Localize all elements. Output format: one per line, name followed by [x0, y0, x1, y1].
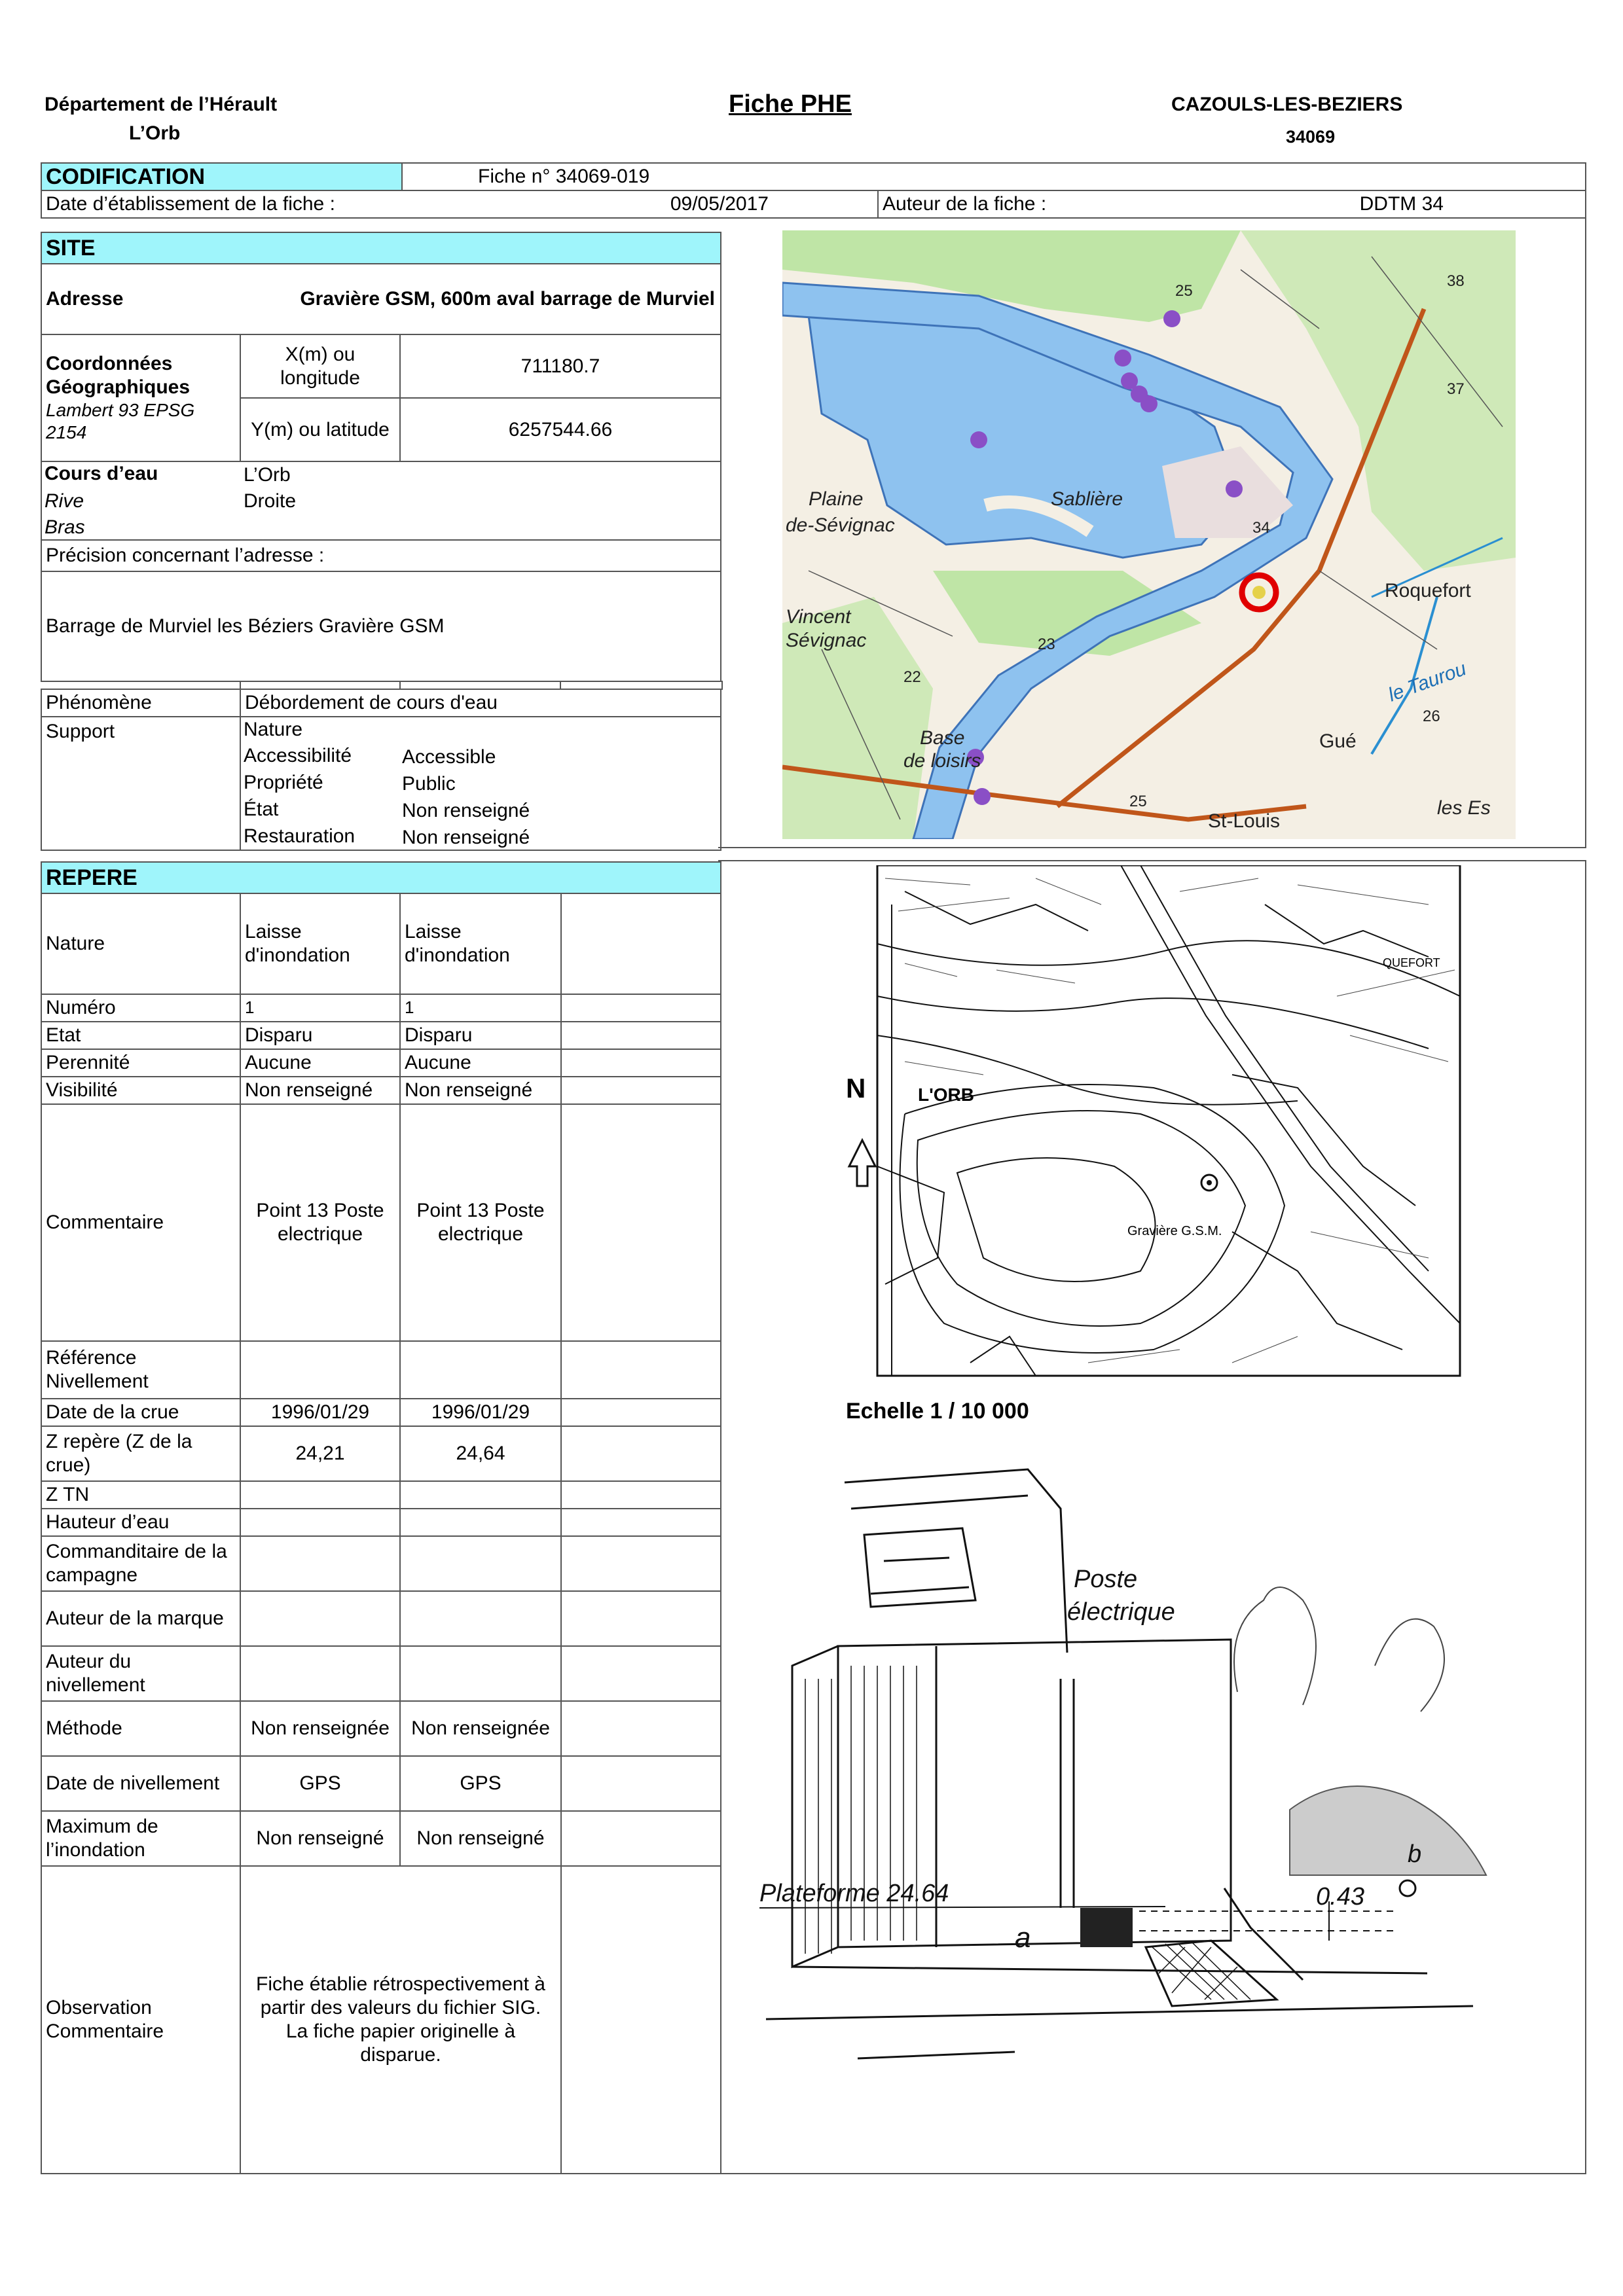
- auteur-fiche: [877, 190, 1586, 219]
- page-title: Fiche PHE: [729, 90, 852, 118]
- sketch-graviere: Gravière G.S.M.: [1127, 1224, 1222, 1238]
- hauteur-1: [240, 1508, 401, 1537]
- map-label-stlouis: St-Louis: [1208, 810, 1281, 832]
- auteur-value: DDTM 34: [1359, 193, 1444, 215]
- auteur-marque-label: Auteur de la marque: [41, 1590, 241, 1647]
- perennite-3: [560, 1049, 721, 1077]
- commentaire-1: Point 13 Poste electrique: [240, 1103, 401, 1342]
- coordonnees-system: Lambert 93 EPSG 2154: [46, 400, 195, 442]
- z-repere-2: 24,64: [399, 1426, 562, 1482]
- observation-value: Fiche établie rétrospectivement à partir des valeurs du fichier SIG. La fiche papier originelle à disparue.: [240, 1865, 562, 2174]
- methode-2: Non renseignée: [399, 1700, 562, 1757]
- nature-1: Laisse d'inondation: [240, 893, 401, 995]
- methode-label: Méthode: [41, 1700, 241, 1757]
- support-propriete-label: Propriété: [244, 772, 323, 793]
- code-insee: 34069: [1286, 127, 1336, 147]
- map-label-vincent: Vincent: [786, 606, 851, 628]
- repere-band: REPERE: [41, 861, 721, 894]
- drawing-mark-b: b: [1408, 1840, 1422, 1868]
- map-label-vincent2: Sévignac: [786, 630, 867, 651]
- auteur-niv-1: [240, 1645, 401, 1702]
- etat-label: Etat: [41, 1021, 241, 1050]
- date-niv-2: GPS: [399, 1755, 562, 1812]
- map-alt-25b: 25: [1129, 793, 1147, 810]
- site-band: SITE: [41, 232, 721, 264]
- perennite-label: Perennité: [41, 1049, 241, 1077]
- riviere-title: L’Orb: [129, 122, 181, 144]
- drawing-electrique: électrique: [1067, 1598, 1175, 1626]
- drawing-plateforme: Plateforme 24.64: [759, 1880, 949, 1907]
- methode-3: [560, 1700, 721, 1757]
- ref-niv-label: Référence Nivellement: [41, 1340, 241, 1399]
- adresse-label: Adresse: [46, 288, 124, 310]
- observation-label: Observation Commentaire: [41, 1865, 241, 2174]
- ref-niv-2: [399, 1340, 562, 1399]
- ref-niv-1: [240, 1340, 401, 1399]
- max-2: Non renseigné: [399, 1810, 562, 1867]
- cours-eau-label: Cours d’eau: [45, 463, 158, 484]
- hauteur-3: [560, 1508, 721, 1537]
- auteur-label: Auteur de la fiche :: [883, 193, 1047, 215]
- auteur-niv-label: Auteur du nivellement: [41, 1645, 241, 1702]
- support-restauration-value: Non renseigné: [402, 827, 530, 848]
- nature-label: Nature: [41, 893, 241, 995]
- map-label-sabliere: Sablière: [1051, 488, 1123, 510]
- date-crue-1: 1996/01/29: [240, 1398, 401, 1427]
- precision-label: Précision concernant l’adresse :: [41, 539, 721, 572]
- max-3: [560, 1810, 721, 1867]
- date-crue-2: 1996/01/29: [399, 1398, 562, 1427]
- date-niv-1: GPS: [240, 1755, 401, 1812]
- map-label-loisirs: de loisirs: [903, 750, 981, 772]
- max-1: Non renseigné: [240, 1810, 401, 1867]
- numero-1: 1: [240, 994, 401, 1022]
- coordonnees-cell: [41, 334, 241, 462]
- map-label-gue: Gué: [1319, 730, 1357, 752]
- map-label-taurou: le Taurou: [1385, 658, 1469, 706]
- etat-1: Disparu: [240, 1021, 401, 1050]
- commanditaire-1: [240, 1535, 401, 1592]
- numero-3: [560, 994, 721, 1022]
- commune-name: CAZOULS-LES-BEZIERS: [1171, 94, 1403, 115]
- coordonnees-label: Coordonnées Géographiques: [46, 353, 191, 399]
- cours-eau-value: L’Orb: [244, 464, 291, 486]
- commanditaire-2: [399, 1535, 562, 1592]
- visibilite-label: Visibilité: [41, 1076, 241, 1105]
- auteur-niv-3: [560, 1645, 721, 1702]
- north-letter: N: [846, 1073, 866, 1103]
- map-alt-22: 22: [903, 668, 921, 686]
- support-nature-label: Nature: [244, 719, 303, 740]
- commentaire-2: Point 13 Poste electrique: [399, 1103, 562, 1342]
- phenomene-label: Phénomène: [41, 689, 241, 717]
- y-label: Y(m) ou latitude: [240, 397, 401, 462]
- auteur-marque-1: [240, 1590, 401, 1647]
- support-etat-label: État: [244, 798, 279, 820]
- support-restauration-label: Restauration: [244, 825, 356, 847]
- drawing-poste: Poste: [1074, 1566, 1138, 1593]
- precision-value: Barrage de Murviel les Béziers Gravière GSM: [41, 571, 721, 682]
- map-label-base: Base: [920, 727, 965, 749]
- map-alt-26: 26: [1423, 708, 1440, 725]
- map-label-sevignac: de-Sévignac: [786, 514, 895, 536]
- commentaire-label: Commentaire: [41, 1103, 241, 1342]
- max-label: Maximum de l’inondation: [41, 1810, 241, 1867]
- numero-label: Numéro: [41, 994, 241, 1022]
- codification-band: CODIFICATION: [41, 162, 403, 191]
- perennite-1: Aucune: [240, 1049, 401, 1077]
- date-niv-3: [560, 1755, 721, 1812]
- support-etat-value: Non renseigné: [402, 800, 530, 821]
- departement-title: Département de l’Hérault: [45, 94, 278, 115]
- rive-label: Rive: [45, 490, 84, 512]
- fiche-number: Fiche n° 34069-019: [401, 162, 1586, 191]
- ztn-label: Z TN: [41, 1480, 241, 1509]
- sketch-quefort: QUEFORT: [1383, 956, 1440, 969]
- visibilite-1: Non renseigné: [240, 1076, 401, 1105]
- map-alt-23: 23: [1038, 636, 1055, 653]
- adresse-value: Gravière GSM, 600m aval barrage de Murviel: [300, 288, 715, 310]
- x-value: 711180.7: [399, 334, 721, 399]
- x-label: X(m) ou longitude: [240, 334, 401, 399]
- sketch-map: [839, 865, 1461, 1428]
- visibilite-2: Non renseigné: [399, 1076, 562, 1105]
- drawing-mark-a: a: [1015, 1922, 1031, 1954]
- topo-map: [782, 230, 1516, 839]
- adresse-row: [41, 263, 721, 335]
- support-accessibilite-value: Accessible: [402, 746, 496, 768]
- z-repere-label: Z repère (Z de la crue): [41, 1426, 241, 1482]
- map-alt-34: 34: [1252, 519, 1270, 537]
- drawing-mesure: 0.43: [1316, 1883, 1364, 1910]
- map-alt-25a: 25: [1175, 282, 1193, 300]
- etat-3: [560, 1021, 721, 1050]
- commanditaire-label: Commanditaire de la campagne: [41, 1535, 241, 1592]
- date-etablissement-label: [41, 190, 879, 219]
- perennite-2: Aucune: [399, 1049, 562, 1077]
- observation-3: [560, 1865, 721, 2174]
- y-value: 6257544.66: [399, 397, 721, 462]
- hauteur-label: Hauteur d’eau: [41, 1508, 241, 1537]
- auteur-marque-3: [560, 1590, 721, 1647]
- support-propriete-value: Public: [402, 773, 456, 795]
- methode-1: Non renseignée: [240, 1700, 401, 1757]
- z-repere-3: [560, 1426, 721, 1482]
- auteur-niv-2: [399, 1645, 562, 1702]
- support-label: Support: [41, 716, 241, 851]
- date-value: 09/05/2017: [670, 193, 769, 215]
- numero-2: 1: [399, 994, 562, 1022]
- sketch-echelle: Echelle 1 / 10 000: [846, 1399, 1029, 1424]
- map-alt-37: 37: [1447, 380, 1465, 398]
- poste-drawing: [753, 1430, 1532, 2150]
- map-label-plaine: Plaine: [809, 488, 864, 510]
- map-label-les: les Es: [1437, 797, 1491, 819]
- ztn-3: [560, 1480, 721, 1509]
- rive-value: Droite: [244, 490, 297, 512]
- hauteur-2: [399, 1508, 562, 1537]
- date-crue-3: [560, 1398, 721, 1427]
- date-crue-label: Date de la crue: [41, 1398, 241, 1427]
- commanditaire-3: [560, 1535, 721, 1592]
- map-label-roquefort: Roquefort: [1385, 580, 1471, 601]
- auteur-marque-2: [399, 1590, 562, 1647]
- support-accessibilite-label: Accessibilité: [244, 745, 352, 766]
- bras-label: Bras: [45, 516, 85, 538]
- z-repere-1: 24,21: [240, 1426, 401, 1482]
- visibilite-3: [560, 1076, 721, 1105]
- ref-niv-3: [560, 1340, 721, 1399]
- sketch-river: L'ORB: [918, 1085, 974, 1105]
- date-niv-label: Date de nivellement: [41, 1755, 241, 1812]
- commentaire-3: [560, 1103, 721, 1342]
- map-alt-38: 38: [1447, 272, 1465, 290]
- nature-3: [560, 893, 721, 995]
- etat-2: Disparu: [399, 1021, 562, 1050]
- nature-2: Laisse d'inondation: [399, 893, 562, 995]
- ztn-2: [399, 1480, 562, 1509]
- ztn-1: [240, 1480, 401, 1509]
- date-label-text: Date d’établissement de la fiche :: [46, 193, 335, 215]
- phenomene-value: Débordement de cours d'eau: [240, 689, 721, 717]
